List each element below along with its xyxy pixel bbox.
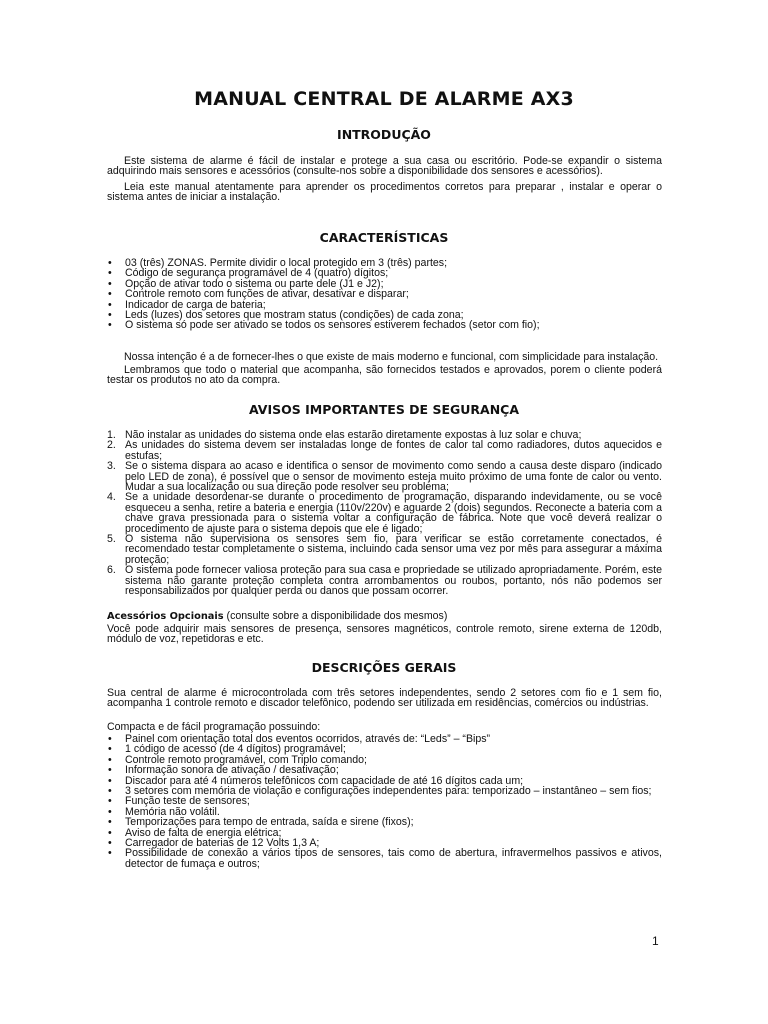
general-paragraph: Sua central de alarme é microcontrolada com três setores independentes, sendo 2 setores com fio e 1 sem fio, acompanha 1 controle remoto e discador telefônico, podendo ser utilizada em residências, comércios ou indústrias. xyxy=(107,687,662,710)
list-item: • Informação sonora de ativação / desativação; xyxy=(107,765,662,775)
list-item: • Código de segurança programável de 4 (quatro) dígitos; xyxy=(107,268,662,278)
document-title: MANUAL CENTRAL DE ALARME AX3 xyxy=(194,88,574,110)
intro-paragraph: Leia este manual atentamente para aprender os procedimentos corretos para preparar , instalar e operar o sistema antes de iniciar a instalação. xyxy=(107,181,662,204)
list-item: • Carregador de baterias de 12 Volts 1,3 A; xyxy=(107,838,662,848)
safety-list xyxy=(107,430,662,597)
list-item: • Discador para até 4 números telefônicos com capacidade de até 16 dígitos cada um; xyxy=(107,776,662,786)
accessories-paragraph: Você pode adquirir mais sensores de presença, sensores magnéticos, controle remoto, sirene externa de 120db, módulo de voz, repetidoras e etc. xyxy=(107,623,662,646)
list-item: 1. Não instalar as unidades do sistema onde elas estarão diretamente expostas à luz solar e chuva; xyxy=(107,429,582,441)
features-list xyxy=(107,258,662,331)
list-item: • 03 (três) ZONAS. Permite dividir o local protegido em 3 (três) partes; xyxy=(107,258,662,268)
list-item: • Opção de ativar todo o sistema ou parte dele (J1 e J2); xyxy=(107,279,662,289)
general-intro: Compacta e de fácil programação possuindo: xyxy=(107,721,321,733)
intro-heading: INTRODUÇÃO xyxy=(337,127,431,142)
list-item: • Indicador de carga de bateria; xyxy=(107,300,662,310)
list-item: 4. Se a unidade desordenar-se durante o procedimento de programação, disparando indevidamente, ou se você esqueceu a senha, retire a bateria e energia (110v/220v) e aguarde 2 (dois) segundos. Reconecte a bateria com a chave grava pressionada para o sistema voltar a configuração de fábrica. Note que você deverá realizar o procedimento de ajuste para o sistema depois que ele é ligado; xyxy=(107,491,662,535)
list-item: • 3 setores com memória de violação e configurações independentes para: temporizado – instantâneo – sem fios; xyxy=(107,786,662,796)
list-item: • Aviso de falta de energia elétrica; xyxy=(107,828,662,838)
features-paragraph: Lembramos que todo o material que acompanha, são fornecidos testados e aprovados, porem o cliente poderá testar os produtos no ato da compra. xyxy=(107,364,662,387)
list-item: • Controle remoto com funções de ativar, desativar e disparar; xyxy=(107,289,662,299)
safety-heading: AVISOS IMPORTANTES DE SEGURANÇA xyxy=(248,402,519,417)
list-item: • Temporizações para tempo de entrada, saída e sirene (fixos); xyxy=(107,817,662,827)
list-item: • Possibilidade de conexão a vários tipos de sensores, tais como de abertura, infravermelhos passivos e ativos, detector de fumaça e outros; xyxy=(107,848,662,869)
accessories-note: (consulte sobre a disponibilidade dos mesmos) xyxy=(223,610,448,622)
features-paragraph: Nossa intenção é a de fornecer-lhes o que existe de mais moderno e funcional, com simplicidade para instalação. xyxy=(124,351,659,363)
list-item: 2. As unidades do sistema devem ser instaladas longe de fontes de calor tal como radiadores, dutos aquecidos e estufas; xyxy=(107,439,662,462)
intro-paragraph: Este sistema de alarme é fácil de instalar e protege a sua casa ou escritório. Pode-se expandir o sistema adquirindo mais sensores e acessórios (consulte-nos sobre a disponibilidade dos sensores e acessórios). xyxy=(107,155,662,178)
list-item: • Memória não volátil. xyxy=(107,807,662,817)
general-heading: DESCRIÇÕES GERAIS xyxy=(311,660,457,675)
list-item: • Leds (luzes) dos setores que mostram status (condições) de cada zona; xyxy=(107,310,662,320)
accessories-title-line xyxy=(107,611,662,622)
list-item: 5. O sistema não supervisiona os sensores sem fio, para verificar se estão corretamente conectados, é recomendado testar completamente o sistema, incluindo cada sensor uma vez por mês para assegurar a máxima proteção; xyxy=(107,533,662,566)
accessories-label: Acessórios Opcionais xyxy=(107,611,224,622)
list-item: • Controle remoto programável, com Triplo comando; xyxy=(107,755,662,765)
list-item: • O sistema só pode ser ativado se todos os sensores estiverem fechados (setor com fio); xyxy=(107,320,662,330)
list-item: • Painel com orientação total dos eventos ocorridos, através de: “Leds” – “Bips” xyxy=(107,734,662,744)
features-heading: CARACTERÍSTICAS xyxy=(319,230,449,245)
list-item: 3. Se o sistema dispara ao acaso e identifica o sensor de movimento como sendo a causa deste disparo (indicado pelo LED de zona), é possível que o sensor de movimento esteja muito próximo de uma fonte de calor ou vento. Mudar a sua localização ou sua direção pode resolver seu problema; xyxy=(107,460,662,494)
list-item: • Função teste de sensores; xyxy=(107,796,662,806)
general-list xyxy=(107,734,662,869)
list-item: 6. O sistema pode fornecer valiosa proteção para sua casa e propriedade se utilizado apropriadamente. Porém, este sistema não garante proteção completa contra arrombamentos ou roubos, portanto, nós não podemos ser responsabilizados por qualquer perda ou danos que possam ocorrer. xyxy=(107,564,662,598)
list-item: • 1 código de acesso (de 4 dígitos) programável; xyxy=(107,744,662,754)
page-number: 1 xyxy=(652,934,659,948)
